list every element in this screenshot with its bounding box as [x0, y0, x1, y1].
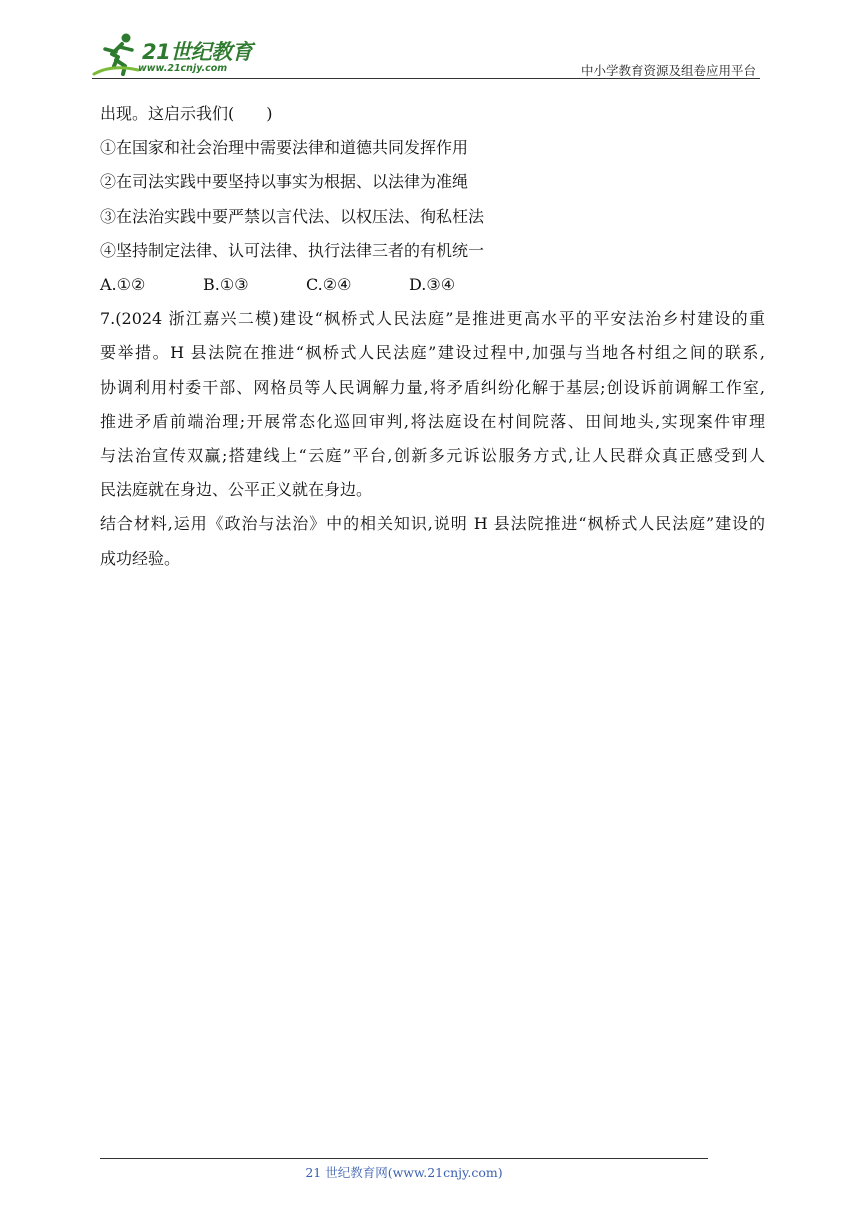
material-line: 要举措。H 县法院在推进“枫桥式人民法庭”建设过程中,加强与当地各村组之间的联系, — [100, 343, 765, 363]
material-line: 7.(2024 浙江嘉兴二模)建设“枫桥式人民法庭”是推进更高水平的平安法治乡村建设的重 — [100, 309, 765, 329]
page-header — [92, 30, 760, 80]
statement-item: ②在司法实践中要坚持以事实为根据、以法律为准绳 — [100, 172, 469, 192]
logo-brand-text: 21世纪教育 — [142, 40, 253, 64]
choice-c: C.②④ — [306, 275, 352, 295]
header-divider — [92, 78, 760, 79]
task-line: 成功经验。 — [100, 548, 181, 568]
answer-choices — [100, 268, 765, 302]
question-stem-end: 出现。这启示我们( ) — [100, 104, 273, 123]
footer-source: 21 世纪教育网(www.21cnjy.com) — [305, 1165, 503, 1180]
task-line: 结合材料,运用《政治与法治》中的相关知识,说明 H 县法院推进“枫桥式人民法庭”建设的 — [100, 514, 765, 534]
choice-a: A.①② — [100, 275, 146, 295]
material-line: 协调利用村委干部、网格员等人民调解力量,将矛盾纠纷化解于基层;创设诉前调解工作室, — [100, 377, 765, 397]
logo-url-text: www.21cnjy.com — [138, 63, 228, 74]
statement-item: ①在国家和社会治理中需要法律和道德共同发挥作用 — [100, 138, 469, 158]
material-line: 民法庭就在身边、公平正义就在身边。 — [100, 480, 373, 500]
statement-item: ④坚持制定法律、认可法律、执行法律三者的有机统一 — [100, 240, 485, 260]
statement-item: ③在法治实践中要严禁以言代法、以权压法、徇私枉法 — [100, 206, 485, 226]
material-line: 与法治宣传双赢;搭建线上“云庭”平台,创新多元诉讼服务方式,让人民群众真正感受到人 — [100, 446, 765, 466]
document-body — [100, 97, 765, 576]
runner-icon — [92, 30, 142, 78]
material-line: 推进矛盾前端治理;开展常态化巡回审判,将法庭设在村间院落、田间地头,实现案件审理 — [100, 411, 765, 431]
choice-b: B.①③ — [203, 275, 249, 295]
footer-divider — [100, 1158, 708, 1159]
site-logo — [92, 30, 262, 78]
choice-d: D.③④ — [409, 275, 456, 295]
header-platform-title: 中小学教育资源及组卷应用平台 — [580, 63, 756, 78]
